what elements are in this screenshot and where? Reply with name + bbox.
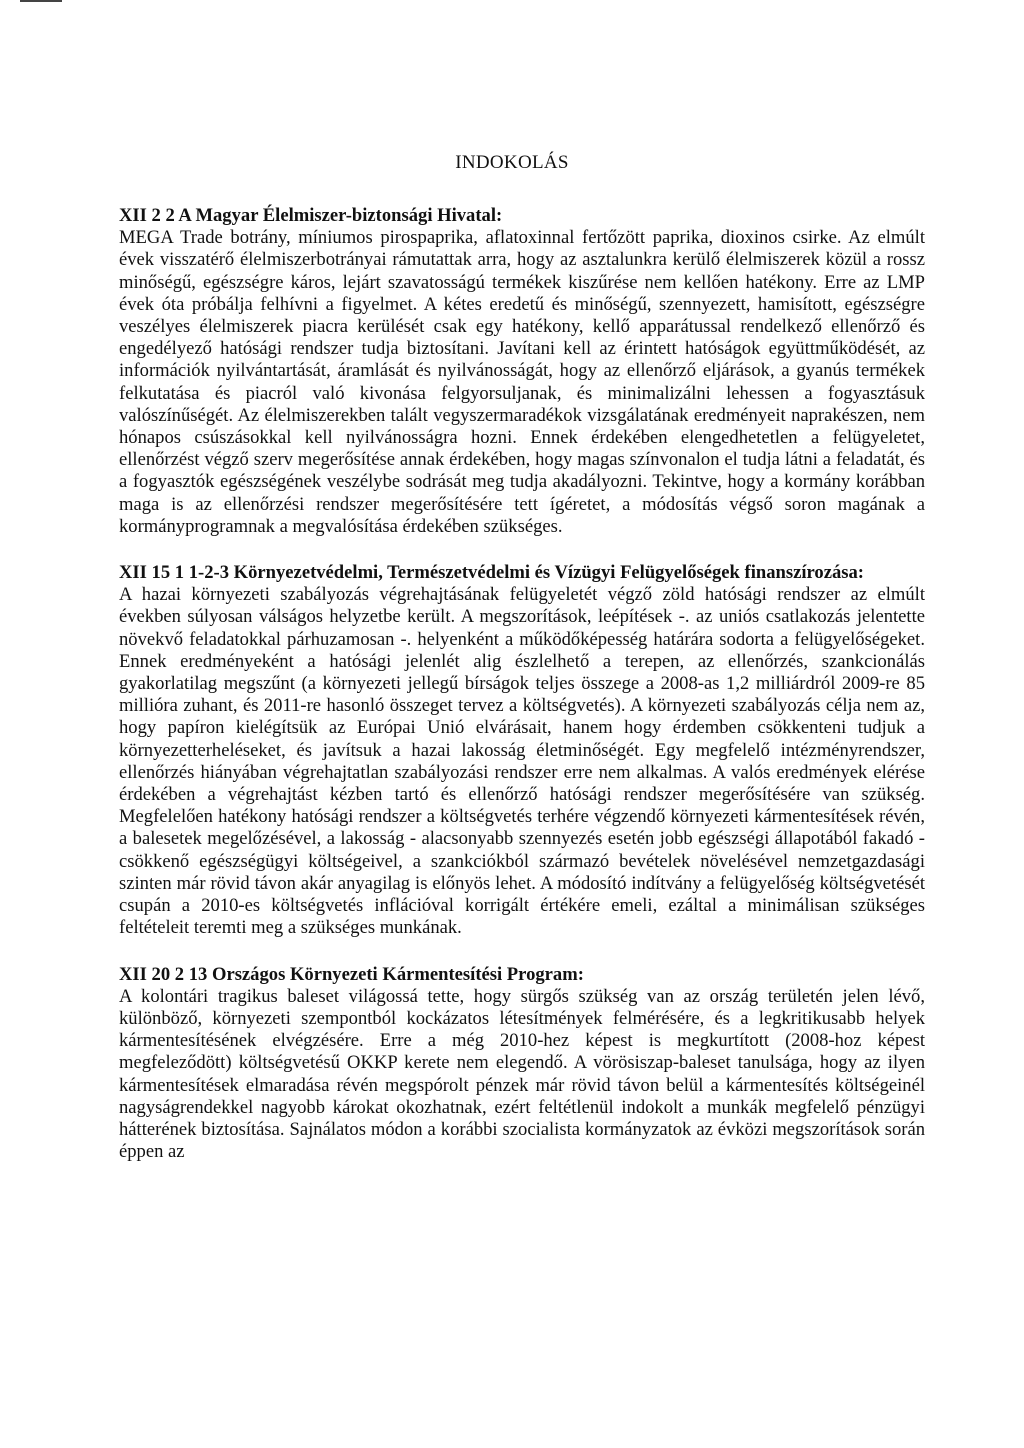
section-food-safety [119,205,925,538]
document-body [119,205,925,1163]
section-paragraph: A kolontári tragikus baleset világossá tette, hogy sürgős szükség van az ország területén jelen lévő, különböző, környezeti szempontból kockázatos létesítmények felmérésére, és a legkritikusabb helyek kármentesítésének elvégzésére. Erre a még 2010-hez képest is megkurtított (2008-hoz képest megfeleződött) költségvetésű OKKP kerete nem elegendő. A vörösiszap-baleset tanulsága, hogy az ilyen kármentesítések elmaradása révén megspórolt pénzek már rövid távon belül a kármentesítés költségeinél nagyságrendekkel nagyobb károkat okozhatnak, ezért feltétlenül indokolt a munkák megfelelő pénzügyi hátterének biztosítása. Sajnálatos módon a korábbi szocialista kormányzatok az évközi megszorítások során éppen az [119,985,925,1163]
document-title: INDOKOLÁS [455,152,569,173]
section-heading: XII 2 2 A Magyar Élelmiszer-biztonsági Hivatal: [119,205,503,226]
scan-edge-mark [20,0,62,2]
section-heading: XII 20 2 13 Országos Környezeti Kármentesítési Program: [119,963,584,985]
section-heading: XII 15 1 1-2-3 Környezetvédelmi, Természetvédelmi és Vízügyi Felügyelőségek finanszírozása: [119,562,865,584]
section-remediation-program [119,964,925,1164]
section-paragraph: MEGA Trade botrány, míniumos pirospaprika, aflatoxinnal fertőzött paprika, dioxinos csirke. Az elmúlt évek visszatérő élelmiszerbotrányai rámutattak arra, hogy az asztalunkra kerülő élelmiszerek közül a rossz minőségű, egészségre káros, lejárt szavatosságú termékek kiszűrése nem kellően hatékony. Erre az LMP évek óta próbálja felhívni a figyelmet. A kétes eredetű és minőségű, szennyezett, hamisított, egészségre veszélyes élelmiszerek piacra kerülését csak egy hatékony, kellő apparátussal rendelkező ellenőrző és engedélyező hatósági rendszer tudja biztosítani. Javítani kell az érintett hatóságok együttműködését, az információk nyilvántartását, áramlását és nyilvánosságát, hogy az ellenőrző eljárások, a gyanús termékek felkutatása és piacról való kivonása felgyorsuljanak, és minimalizálni lehessen a fogyasztásuk valószínűségét. Az élelmiszerekben talált vegyszermaradékok vizsgálatának eredményeit naprakészen, nem hónapos csúszásokkal kell nyilvánosságra hozni. Ennek érdekében elengedhetetlen a felügyeletet, ellenőrzést végző szerv megerősítése annak érdekében, hogy magas színvonalon el tudja látni a feladatát, és a fogyasztók egészségének veszélybe sodrását meg tudja akadályozni. Tekintve, hogy a kormány korábban maga is az ellenőrzési rendszer megerősítésére tett ígéretet, a módosítás végső soron magának a kormányprogramnak a megvalósítása érdekében szükséges. [119,227,925,537]
section-environment-inspectorates [119,562,925,939]
section-paragraph: A hazai környezeti szabályozás végrehajtásának felügyeletét végző zöld hatósági rendszer az elmúlt években súlyosan válságos helyzetbe került. A megszorítások, leépítések -. az uniós csatlakozás jelentette növekvő feladatokkal párhuzamosan -. helyenként a működőképesség határára sodorta a felügyelőségeket. Ennek eredményeként a hatósági jelenlét alig észlelhető a terepen, az ellenőrzés, szankcionálás gyakorlatilag megszűnt (a környezeti jellegű bírságok teljes összege a 2008-as 1,2 milliárdról 2009-re 85 millióra zuhant, és 2011-re hasonló összeget tervez a költségvetés). A környezeti szabályozás célja nem az, hogy papíron kielégítsük az Európai Unió elvárásait, hanem hogy érdemben csökkenteni tudjuk a környezetterheléseket, és javítsuk a hazai lakosság életminőségét. Egy megfelelő intézményrendszer, ellenőrzés hiányában végrehajtatlan szabályozási rendszer erre nem alkalmas. A valós eredmények elérése érdekében a végrehajtást kézben tartó és ellenőrző hatósági rendszer megerősítésére van szükség. Megfelelően hatékony hatósági rendszer a költségvetés terhére végzendő környezeti kármentesítések révén, a balesetek megelőzésével, a lakosság - alacsonyabb szennyezés esetén jobb egészségi állapotából fakadó - csökkenő egészségügyi költségeivel, a szankciókból származó bevételek növelésével nemzetgazdasági szinten már rövid távon akár anyagilag is előnyös lehet. A módosító indítvány a felügyelőség költségvetését csupán a 2010-es költségvetés inflációval korrigált értékére emeli, ezáltal a minimálisan szükséges feltételeit teremti meg a szükséges munkának. [119,584,925,939]
